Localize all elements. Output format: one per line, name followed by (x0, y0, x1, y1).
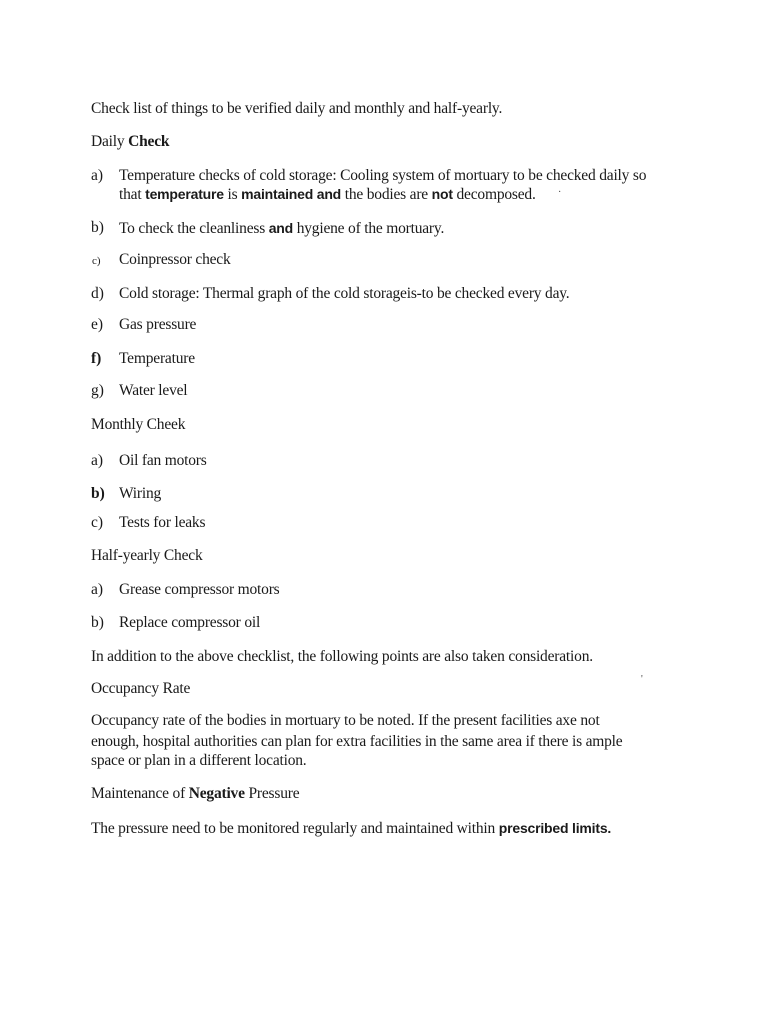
daily-item-c-marker: c) (92, 255, 101, 267)
halfyearly-item-a-text: Grease compressor motors (119, 581, 280, 598)
daily-item-b-marker: b) (91, 219, 104, 236)
text-span-bold: and (268, 220, 294, 236)
daily-item-d-marker: d) (91, 285, 104, 302)
halfyearly-item-a-marker: a) (91, 581, 104, 598)
daily-item-c-text: Coinpressor check (119, 251, 231, 268)
monthly-item-b-marker: b) (91, 485, 105, 502)
text-span: is (223, 186, 242, 203)
monthly-item-a-marker: a) (91, 452, 104, 469)
text-span: that (119, 186, 146, 203)
intro-text: Check list of things to be verified daily and monthly and half-yearly. (91, 100, 503, 117)
daily-heading-prefix: Daily (91, 133, 129, 150)
text-span-bold: not (431, 186, 453, 202)
daily-item-g-marker: g) (91, 382, 104, 399)
text-span: Pressure (244, 785, 300, 802)
halfyearly-heading: Half-yearly Check (91, 547, 203, 564)
text-span: The pressure need to be monitored regularly and maintained within (91, 820, 499, 837)
daily-item-e-marker: e) (91, 316, 104, 333)
halfyearly-item-b-text: Replace compressor oil (119, 614, 261, 631)
monthly-item-c-text: Tests for leaks (119, 514, 206, 531)
text-span: Maintenance of (91, 785, 189, 802)
monthly-item-b-text: Wiring (119, 485, 162, 502)
daily-item-g-text: Water level (119, 382, 188, 399)
daily-item-a-marker: a) (91, 167, 104, 184)
negative-text (91, 819, 611, 838)
daily-item-b-text (119, 219, 444, 238)
text-span-bold: maintained and (241, 186, 342, 202)
daily-heading (91, 133, 169, 151)
text-span: decomposed. (452, 186, 536, 203)
monthly-item-a-text: Oil fan motors (119, 452, 207, 469)
monthly-item-c-marker: c) (91, 514, 104, 531)
text-span: hygiene of the mortuary. (293, 220, 445, 237)
daily-item-d-text: Cold storage: Thermal graph of the cold storageis-to be checked every day. (119, 285, 570, 302)
occupancy-line-1: Occupancy rate of the bodies in mortuary to be noted. If the present facilities axe not (91, 712, 600, 729)
text-span-bold: prescribed limits. (498, 820, 612, 836)
occupancy-line-2: enough, hospital authorities can plan for extra facilities in the same area if there is ample (91, 733, 623, 750)
occupancy-line-3: space or plan in a different location. (91, 752, 307, 769)
negative-heading (91, 785, 299, 803)
occupancy-heading: Occupancy Rate (91, 680, 191, 697)
daily-item-e-text: Gas pressure (119, 316, 197, 333)
text-span-bold: Negative (188, 785, 245, 802)
daily-item-f-marker: f) (91, 350, 102, 367)
addition-text: In addition to the above checklist, the following points are also taken consideration. (91, 648, 593, 665)
text-span: To check the cleanliness (119, 220, 269, 237)
monthly-heading: Monthly Cheek (91, 416, 186, 433)
daily-heading-bold: Check (128, 133, 170, 150)
daily-item-a-line1: Temperature checks of cold storage: Cooling system of mortuary to be checked daily so (119, 167, 647, 184)
halfyearly-item-b-marker: b) (91, 614, 104, 631)
daily-item-f-text: Temperature (119, 350, 195, 367)
daily-item-a-line2 (119, 185, 536, 204)
text-span: the bodies are (341, 186, 432, 203)
text-span-bold: temperature (145, 186, 224, 202)
scan-speck: ' (641, 674, 643, 685)
scan-speck: · (558, 187, 562, 198)
